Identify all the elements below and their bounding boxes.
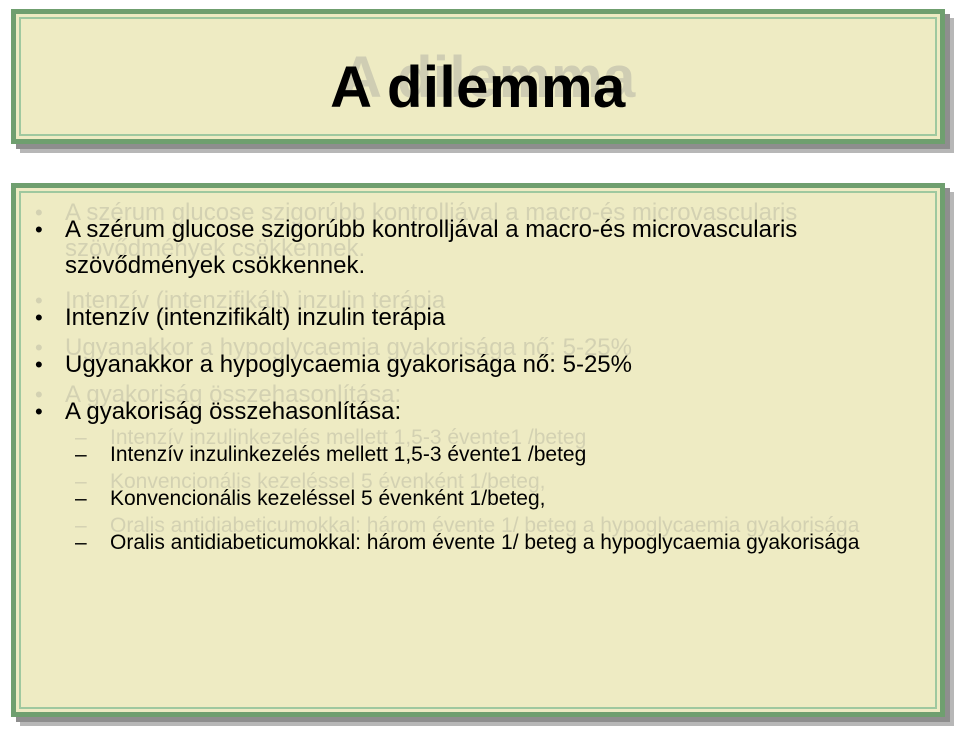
sub-bullet-item xyxy=(29,441,919,468)
bullet-mark: • xyxy=(35,305,43,330)
sub-bullet-item xyxy=(29,529,919,556)
bullet-text: A gyakoriság összehasonlítása: xyxy=(65,398,402,425)
sub-bullet-item xyxy=(29,485,919,512)
slide-title: A dilemma xyxy=(330,55,626,120)
bullet-text: Intenzív (intenzifikált) inzulin terápia xyxy=(65,304,446,331)
title-panel xyxy=(11,9,945,144)
bullet-text: A szérum glucose szigorúbb kontrolljával a macro-és microvascularis szövődmények csökkennek. xyxy=(65,216,798,279)
bullet-item xyxy=(29,300,919,336)
bullet-item xyxy=(29,347,919,383)
dash-mark: – xyxy=(75,487,87,510)
bullet-text: Ugyanakkor a hypoglycaemia gyakorisága nő: 5-25% xyxy=(65,351,632,378)
sub-bullet-text: Konvencionális kezeléssel 5 évenként 1/beteg, xyxy=(110,487,546,510)
sub-bullet-text: Oralis antidiabeticumokkal: három évente 1/ beteg a hypoglycaemia gyakorisága xyxy=(110,531,860,554)
bullet-list xyxy=(29,212,919,573)
bullet-item xyxy=(29,394,919,430)
dash-mark: – xyxy=(75,443,87,466)
bullet-mark: • xyxy=(35,217,43,242)
bullet-mark: • xyxy=(35,399,43,424)
dash-mark: – xyxy=(75,531,87,554)
content-panel xyxy=(11,183,945,717)
bullet-mark: • xyxy=(35,352,43,377)
bullet-item xyxy=(29,212,919,284)
sub-bullet-text: Intenzív inzulinkezelés mellett 1,5-3 évente1 /beteg xyxy=(110,443,587,466)
